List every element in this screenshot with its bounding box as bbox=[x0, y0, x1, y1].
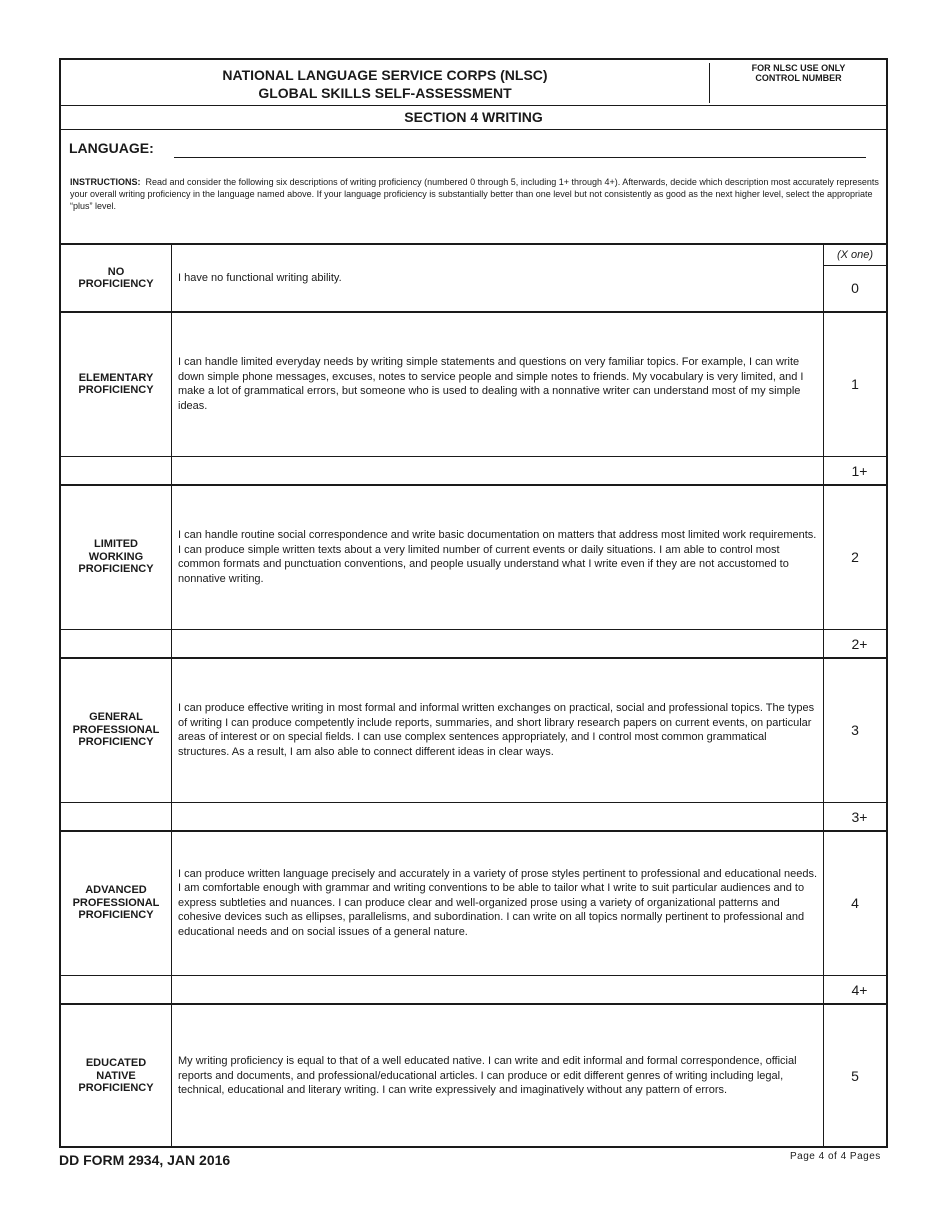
form-header bbox=[61, 60, 886, 106]
level-number-checkbox[interactable]: 3 bbox=[851, 722, 859, 738]
level-name-line: PROFESSIONAL bbox=[72, 896, 160, 909]
section-title: SECTION 4 WRITING bbox=[61, 105, 886, 130]
level-name-line: NO bbox=[107, 265, 125, 278]
instructions bbox=[70, 176, 881, 212]
language-field[interactable] bbox=[174, 157, 866, 158]
header-divider bbox=[709, 63, 710, 103]
level-description-text: I can handle routine social correspondence and write basic documentation on matters that address most limited work requirements. I can produce simple written texts about a very limited number of current events or daily situations. I am able to control most common formats and punctuation conventions, and people usually understand what I write even if they are not accustomed to nonnative writing. bbox=[178, 529, 817, 585]
level-number-checkbox[interactable]: 2 bbox=[851, 549, 859, 565]
form-page bbox=[59, 58, 888, 1148]
level-name-line: PROFICIENCY bbox=[78, 384, 154, 396]
level-description bbox=[178, 485, 818, 629]
level-number-checkbox[interactable]: 5 bbox=[851, 1068, 859, 1084]
use-only-line2: CONTROL NUMBER bbox=[755, 73, 842, 83]
use-only-line1: FOR NLSC USE ONLY bbox=[751, 63, 846, 73]
instructions-text: Read and consider the following six descriptions of writing proficiency (numbered 0 through 5, including 1+ through 4+). Afterwards, decide which description most accurately represents your overall writing proficiency in the language named above. If your language proficiency is substantially better than one level but not consistently as good as the next higher level, select the appropriate “plus” level. bbox=[70, 177, 879, 211]
form-title-line1: NATIONAL LANGUAGE SERVICE CORPS (NLSC) bbox=[222, 67, 548, 83]
page-number: Page 4 of 4 Pages bbox=[790, 1151, 881, 1162]
level-description-text: I can handle limited everyday needs by writing simple statements and questions on very familiar topics. For example, I can write down simple phone messages, excuses, notes to service people and simple notes to friends. My vocabulary is very limited, and I make a lot of grammatical errors, but someone who is used to dealing with a nonnative writer can understand most of my simple ideas. bbox=[178, 356, 804, 412]
level-name bbox=[61, 245, 171, 311]
level-name-line: WORKING bbox=[88, 550, 144, 563]
level-name-line: PROFICIENCY bbox=[78, 278, 154, 290]
level-name-line: NATIVE bbox=[96, 1069, 136, 1082]
level-name bbox=[61, 312, 171, 456]
level-name-text bbox=[73, 884, 160, 922]
plus-level-checkbox[interactable]: 4+ bbox=[851, 981, 868, 998]
instructions-label: INSTRUCTIONS: bbox=[70, 177, 141, 187]
form-title-line2: GLOBAL SKILLS SELF-ASSESSMENT bbox=[258, 85, 512, 101]
level-name-text bbox=[78, 266, 153, 291]
plus-level-checkbox[interactable]: 1+ bbox=[851, 462, 868, 479]
row-divider bbox=[61, 975, 886, 976]
level-name bbox=[61, 658, 171, 802]
level-name-text bbox=[78, 1057, 153, 1095]
level-number-checkbox[interactable]: 4 bbox=[851, 895, 859, 911]
level-name-line: ELEMENTARY bbox=[78, 371, 154, 384]
level-name-line: PROFESSIONAL bbox=[72, 723, 160, 736]
level-name bbox=[61, 1004, 171, 1148]
level-name-text bbox=[78, 372, 153, 397]
level-number-checkbox[interactable]: 0 bbox=[851, 280, 859, 296]
row-divider bbox=[61, 802, 886, 803]
level-name-line: PROFICIENCY bbox=[78, 736, 154, 749]
level-name bbox=[61, 485, 171, 629]
plus-level-checkbox[interactable]: 3+ bbox=[851, 808, 868, 825]
level-name-line: PROFICIENCY bbox=[78, 909, 154, 922]
level-name-line: EDUCATED bbox=[85, 1057, 147, 1070]
nlsc-use-only-box bbox=[711, 63, 886, 83]
level-description bbox=[178, 831, 818, 975]
level-name-text bbox=[78, 538, 153, 576]
level-name-line: LIMITED bbox=[94, 538, 138, 551]
name-column-divider bbox=[171, 245, 172, 1148]
language-label: LANGUAGE: bbox=[69, 140, 154, 156]
level-description bbox=[178, 1004, 818, 1148]
form-title bbox=[61, 66, 709, 102]
row-divider bbox=[61, 629, 886, 630]
level-name-text bbox=[73, 711, 160, 749]
row-divider bbox=[61, 456, 886, 457]
level-name-line: GENERAL bbox=[89, 711, 143, 724]
x-one-label: (X one) bbox=[824, 246, 886, 266]
level-name-line: PROFICIENCY bbox=[78, 563, 154, 576]
level-description-text: I can produce effective writing in most formal and informal written exchanges on practical, social and professional topics. The types of writing I can produce competently include reports, summaries, and short library research papers on current events, on particular areas of interest or on special fields. I can use complex sentences appropriately, and I control most common grammatical structures. As a result, I am also able to connect different ideas in clear ways. bbox=[178, 702, 815, 758]
level-description-text: I can produce written language precisely and accurately in a variety of prose styles pertinent to professional and educational needs. I am comfortable enough with grammar and writing conventions to be able to tailor what I write to suit particular audiences and to express subtleties and nuances. I can produce clear and well-organized prose using a variety of organizational patterns and cohesive devices such as ellipses, parallelisms, and subordination. I can write on all topics normally pertinent to professional and educational needs and on social issues of a general nature. bbox=[178, 867, 817, 938]
level-description-text: I have no functional writing ability. bbox=[178, 271, 342, 284]
form-id: DD FORM 2934, JAN 2016 bbox=[59, 1152, 231, 1168]
level-description bbox=[178, 245, 818, 311]
level-description bbox=[178, 658, 818, 802]
plus-level-checkbox[interactable]: 2+ bbox=[851, 635, 868, 652]
level-name-line: ADVANCED bbox=[85, 884, 147, 897]
level-name bbox=[61, 831, 171, 975]
level-number-checkbox[interactable]: 1 bbox=[851, 376, 859, 392]
level-description-text: My writing proficiency is equal to that of a well educated native. I can write and edit informal and formal correspondence, official reports and documents, and professional/educational articles. I can produce or edit different genres of writing including legal, technical, educational and literary writing. I can write expressively and imaginatively without any pattern of errors. bbox=[178, 1055, 797, 1097]
level-description bbox=[178, 312, 818, 456]
level-name-line: PROFICIENCY bbox=[78, 1082, 154, 1095]
